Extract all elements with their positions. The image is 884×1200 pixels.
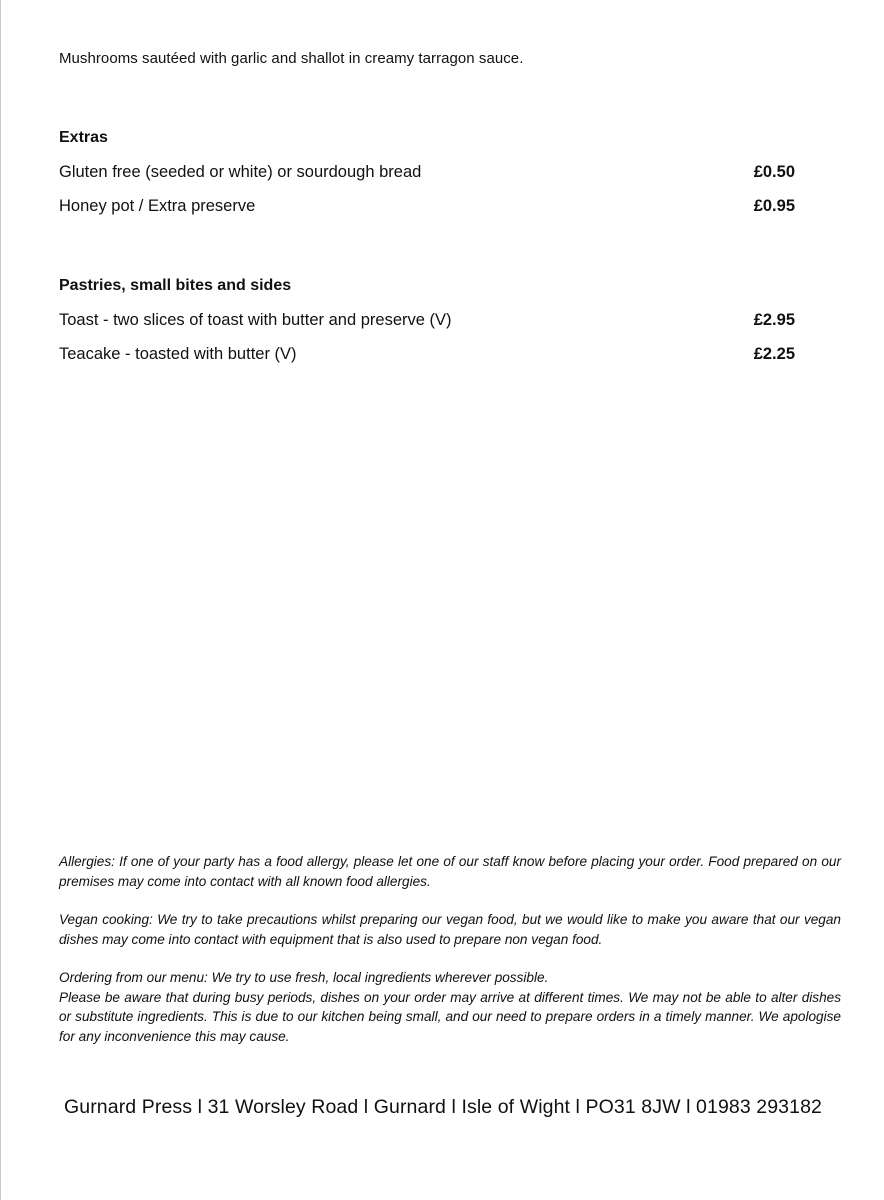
menu-item-name: Honey pot / Extra preserve [59, 197, 256, 215]
ordering-note-intro: Ordering from our menu: We try to use fresh, local ingredients wherever possible. [59, 970, 549, 985]
dish-description: Mushrooms sautéed with garlic and shallot in creamy tarragon sauce. [59, 50, 524, 67]
menu-item-price: £2.25 [753, 345, 795, 363]
menu-item [59, 310, 795, 344]
menu-item-name: Toast - two slices of toast with butter and preserve (V) [59, 311, 452, 329]
menu-item-price: £2.95 [753, 311, 795, 329]
menu-item-name: Teacake - toasted with butter (V) [59, 345, 297, 363]
pastries-section [59, 276, 795, 378]
section-title-extras: Extras [59, 129, 108, 146]
notes-block [59, 852, 841, 1046]
allergy-note: Allergies: If one of your party has a food allergy, please let one of our staff know before placing your order. Food prepared on our premises may come into contact with all known food allergies. [59, 854, 841, 889]
menu-item [59, 162, 795, 196]
extras-section [59, 128, 795, 230]
footer-address: Gurnard Press l 31 Worsley Road l Gurnard l Isle of Wight l PO31 8JW l 01983 293182 [64, 1096, 822, 1118]
menu-item [59, 196, 795, 230]
ordering-note-detail: Please be aware that during busy periods, dishes on your order may arrive at different times. We may not be able to alter dishes or substitute ingredients. This is due to our kitchen being small, and our need to prepare orders in a timely manner. We apologise for any inconvenience this may cause. [59, 989, 841, 1044]
menu-item-name: Gluten free (seeded or white) or sourdough bread [59, 163, 422, 181]
menu-item-price: £0.95 [753, 197, 795, 215]
page-edge-rule [0, 0, 1, 1200]
section-title-pastries: Pastries, small bites and sides [59, 277, 292, 294]
menu-item [59, 344, 795, 378]
menu-item-price: £0.50 [753, 163, 795, 181]
vegan-note: Vegan cooking: We try to take precautions whilst preparing our vegan food, but we would like to make you aware that our vegan dishes may come into contact with equipment that is also used to prepare non vegan food. [59, 912, 841, 947]
